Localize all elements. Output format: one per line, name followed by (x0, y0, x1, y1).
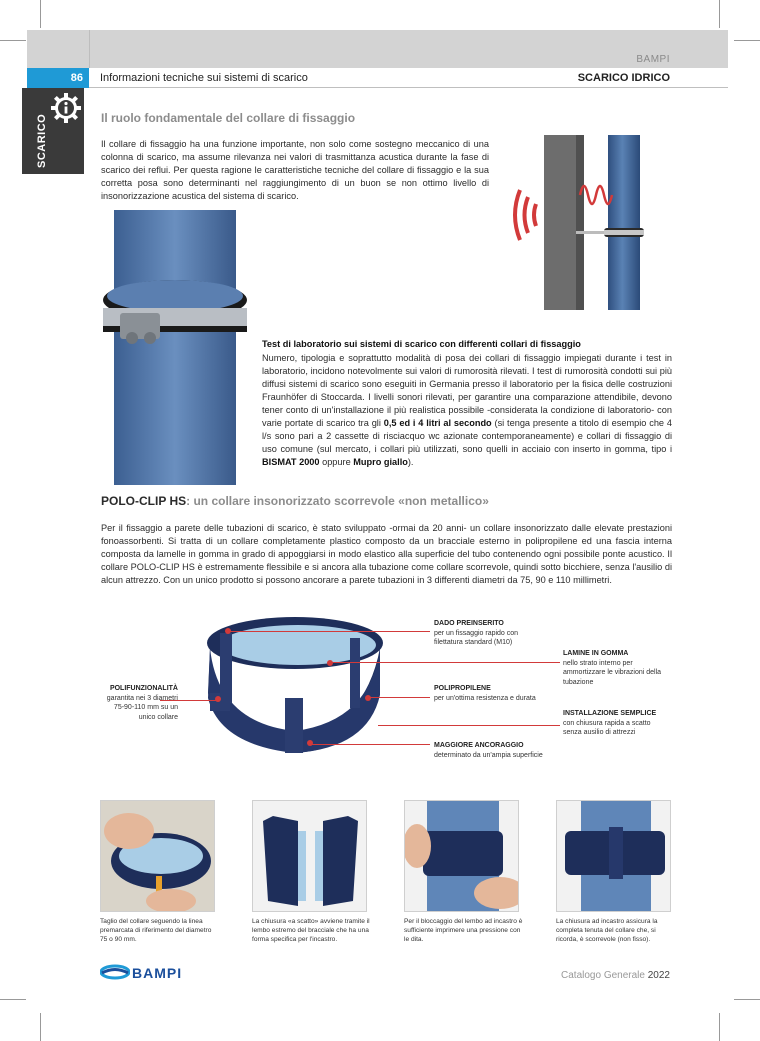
section-title: Informazioni tecniche sui sistemi di scarico (100, 72, 308, 84)
callout-polipropilene: POLIPROPILENE per un'ottima resistenza e durata (434, 685, 536, 702)
intro-text: Il collare di fissaggio ha una funzione importante, non solo come sostegno meccanico di una colonna di scarico, ma assume rilevanza nei valori di trasmittanza acustica durante la fase di scarico dei reflui. Per questa ragione le caratteristiche tecniche del collare di fissaggio e la sua corretta posa sono determinanti nel raggiungimento di un buon se non ottimo livello di insonorizzazione acustica del sistema di scarico. (101, 139, 489, 201)
header-divider (89, 30, 90, 68)
poloclip-product-image (190, 603, 395, 763)
header-bar (27, 30, 728, 68)
callout-line (330, 662, 560, 663)
footer-logo: BAMPI (132, 965, 183, 981)
side-label: SCARICO (36, 113, 48, 168)
crop-mark (734, 999, 760, 1000)
step-caption-4: La chiusura ad incastro assicura la completa tenuta del collare che, si ricorda, è scorrevole (non fisso). (556, 918, 658, 943)
section-category: SCARICO IDRICO (577, 72, 670, 84)
poloclip-title: POLO-CLIP HS: un collare insonorizzato scorrevole «non metallico» (101, 494, 489, 508)
callout-line (228, 631, 430, 632)
step-caption-3: Per il bloccaggio del lembo ad incastro è sufficiente imprimere una pressione con le dita. (404, 918, 523, 943)
callout-line (370, 697, 430, 698)
crop-mark (734, 40, 760, 41)
lab-title: Test di laboratorio sui sistemi di scarico con differenti collari di fissaggio (262, 339, 581, 349)
callout-line (378, 725, 560, 726)
step-caption-1: Taglio del collare seguendo la linea premarcata di riferimento del diametro 75 o 90 mm. (100, 918, 212, 943)
callout-polifunzionalita: POLIFUNZIONALITÀ garantita nei 3 diametri 75-90-110 mm su un unico collare (106, 685, 178, 721)
crop-mark (0, 999, 26, 1000)
pipe-metal-collar-photo (100, 210, 250, 485)
callout-installazione: INSTALLAZIONE SEMPLICE con chiusura rapida a scatto senza ausilio di attrezzi (563, 710, 657, 736)
bampi-logo-icon (100, 964, 130, 980)
lab-text: Numero, tipologia e soprattutto modalità di posa dei collari di fissaggio impiegati durante i test in laboratorio, incidono notevolmente sui valori di rumorosità rilevati. I test di rumorosità condotti sui più diffusi sistemi di scarico sono eseguiti in Germania presso il laboratorio per la fisica delle costruzioni Fraunhöfer di Stoccarda. I livelli sonori rilevati, per garantire una comparazione attendibile, devono tener conto di un'installazione il più realistica possibile -considerata la condizione di laboratorio- con varie portate di scarico tra gli 0,5 ed i 4 litri al secondo (si tenga presente a titolo di esempio che 4 l/s sono pari a 2 cassette di risciacquo wc azionate contemporaneamente) e collari di fissaggio di uso comune (sul mercato, i collari più utilizzati, sono quelli in acciaio con inserto in gomma, tipo i BISMAT 2000 oppure Mupro giallo). (262, 353, 672, 467)
callout-dado: DADO PREINSERITO per un fissaggio rapido con filettatura standard (M10) (434, 620, 519, 646)
callout-line (310, 744, 430, 745)
crop-mark (719, 1013, 720, 1041)
step-photo-press (404, 800, 519, 912)
footer-catalog: Catalogo Generale 2022 (561, 970, 670, 981)
acoustic-illustration (500, 135, 660, 310)
callout-ancoraggio: MAGGIORE ANCORAGGIO determinato da un'ampia superficie (434, 742, 543, 759)
step-photo-snap (252, 800, 367, 912)
crop-mark (0, 40, 26, 41)
step-photo-closed (556, 800, 671, 912)
step-caption-2: La chiusura «a scatto» avviene tramite il lembo estremo del bracciale che ha una forma specifica per l'incastro. (252, 918, 370, 943)
crop-mark (719, 0, 720, 28)
header-brand: BAMPI (636, 54, 670, 65)
step-photo-cut (100, 800, 215, 912)
page-number: 86 (27, 68, 89, 88)
info-gear-icon (50, 92, 82, 124)
intro-title: Il ruolo fondamentale del collare di fissaggio (101, 111, 356, 125)
crop-mark (40, 1013, 41, 1041)
callout-lamine: LAMINE IN GOMMA nello strato interno per ammortizzare le vibrazioni della tubazione (563, 650, 662, 686)
poloclip-text: Per il fissaggio a parete delle tubazioni di scarico, è stato sviluppato -ormai da 20 anni- un collare insonorizzato dalle elevate prestazioni fonoassorbenti. Si tratta di un collare completamente plastico composto da un bracciale esterno in polipropilene ed una fascia interna composta da lamelle in gomma in grado di appoggiarsi in modo elastico alla superficie del tubo contenendo ogni possibile ponte acustico. Il collare POLO-CLIP HS è estremamente flessibile e si ancora alla tubazione come collare scorrevole, quindi sotto bicchiere, senza l'ausilio di alcun attrezzo. Con un unico prodotto si possono ancorare a parete tubazioni in 3 differenti diametri da 75, 90 e 110 millimetri. (101, 523, 672, 585)
crop-mark (40, 0, 41, 28)
